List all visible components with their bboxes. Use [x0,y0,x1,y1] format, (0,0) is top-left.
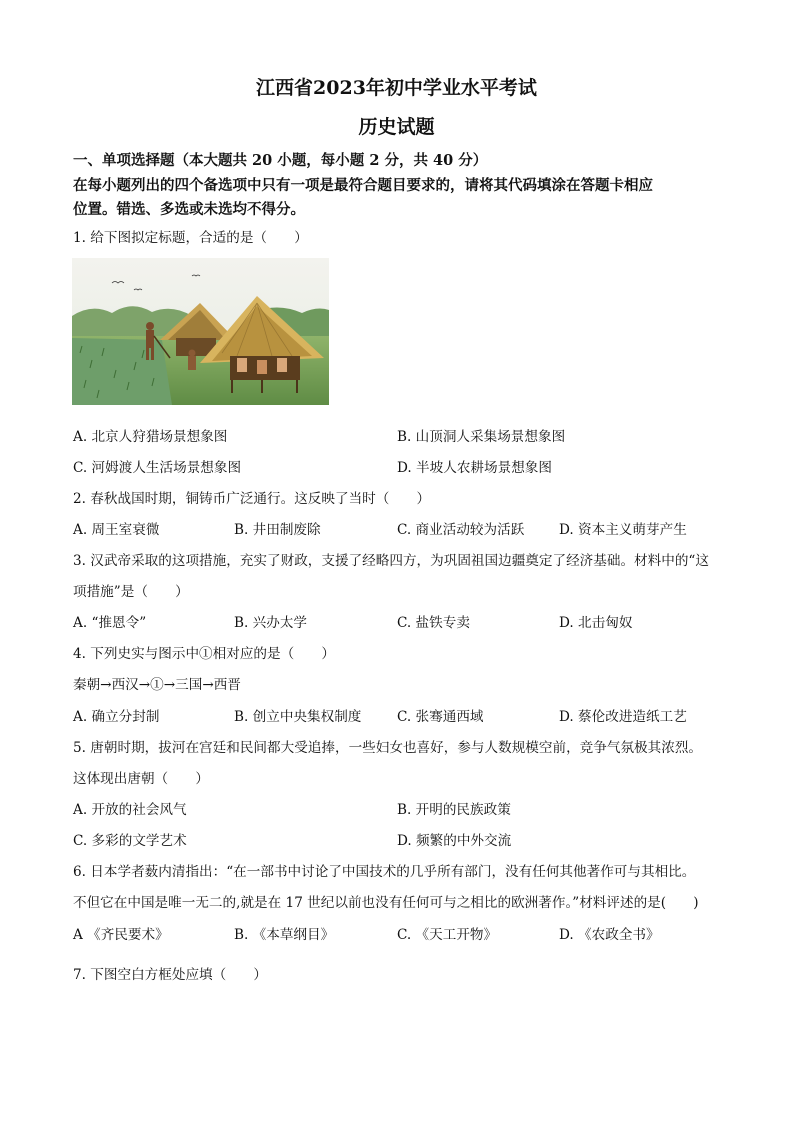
question-2-stem: 2. 春秋战国时期，铜铸币广泛通行。这反映了当时（ ） [73,491,431,507]
question-3-option-c: C. 盐铁专卖 [397,615,470,631]
question-1-option-c: C. 河姆渡人生活场景想象图 [73,460,242,476]
question-7-stem: 7. 下图空白方框处应填（ ） [73,967,268,983]
question-2-option-b: B. 井田制废除 [234,522,321,538]
section-heading: 一、单项选择题（本大题共 20 小题，每小题 2 分，共 40 分） [73,152,488,169]
question-2-option-a: A. 周王室衰微 [73,522,160,538]
question-1-option-a: A. 北京人狩猎场景想象图 [73,429,228,445]
question-3-option-a: A. “推恩令” [73,615,147,631]
question-5-option-b: B. 开明的民族政策 [397,802,511,818]
question-4-option-c: C. 张骞通西域 [397,709,484,725]
question-5-option-a: A. 开放的社会风气 [73,802,187,818]
question-5-option-d: D. 频繁的中外交流 [397,833,512,849]
section-instruction-1: 在每小题列出的四个备选项中只有一项是最符合题目要求的，请将其代码填涂在答题卡相应 [73,177,653,194]
question-4-option-b: B. 创立中央集权制度 [234,709,362,725]
question-1-option-b: B. 山顶洞人采集场景想象图 [397,429,566,445]
question-4-option-d: D. 蔡伦改进造纸工艺 [559,709,687,725]
question-4-option-a: A. 确立分封制 [73,709,160,725]
question-4-stem-2: 秦朝→西汉→①→三国→西晋 [73,677,241,693]
question-2-option-c: C. 商业活动较为活跃 [397,522,525,538]
exam-subject: 历史试题 [358,116,435,138]
question-6-option-b: B. 《本草纲目》 [234,927,335,943]
question-6-stem-1: 6. 日本学者薮内清指出：“在一部书中讨论了中国技术的几乎所有部门，没有任何其他著作可与其相比。 [73,864,696,880]
question-5-stem-1: 5. 唐朝时期，拔河在宫廷和民间都大受追捧，一些妇女也喜好，参与人数规模空前，竞争气氛极其浓烈。 [73,740,703,756]
question-6-option-a: A 《齐民要术》 [73,927,169,943]
question-1-option-d: D. 半坡人农耕场景想象图 [397,460,552,476]
neolithic-village-illustration [72,258,329,405]
question-2-option-d: D. 资本主义萌芽产生 [559,522,687,538]
question-6-option-d: D. 《农政全书》 [559,927,660,943]
question-3-stem-2: 项措施”是（ ） [73,584,189,600]
question-6-stem-2: 不但它在中国是唯一无二的,就是在 17 世纪以前也没有任何可与之相比的欧洲著作。”材料评述的是( ) [73,895,699,911]
question-5-option-c: C. 多彩的文学艺术 [73,833,187,849]
question-5-stem-2: 这体现出唐朝（ ） [73,771,209,787]
question-3-option-b: B. 兴办太学 [234,615,308,631]
question-3-option-d: D. 北击匈奴 [559,615,633,631]
section-instruction-2: 位置。错选、多选或未选均不得分。 [73,201,305,218]
exam-title: 江西省2023年初中学业水平考试 [256,77,537,99]
question-4-stem-1: 4. 下列史实与图示中①相对应的是（ ） [73,646,335,662]
question-6-option-c: C. 《天工开物》 [397,927,498,943]
question-1-stem: 1. 给下图拟定标题，合适的是（ ） [73,230,308,246]
question-3-stem-1: 3. 汉武帝采取的这项措施，充实了财政，支援了经略四方，为巩固祖国边疆奠定了经济基础。材料中的“这 [73,553,709,569]
